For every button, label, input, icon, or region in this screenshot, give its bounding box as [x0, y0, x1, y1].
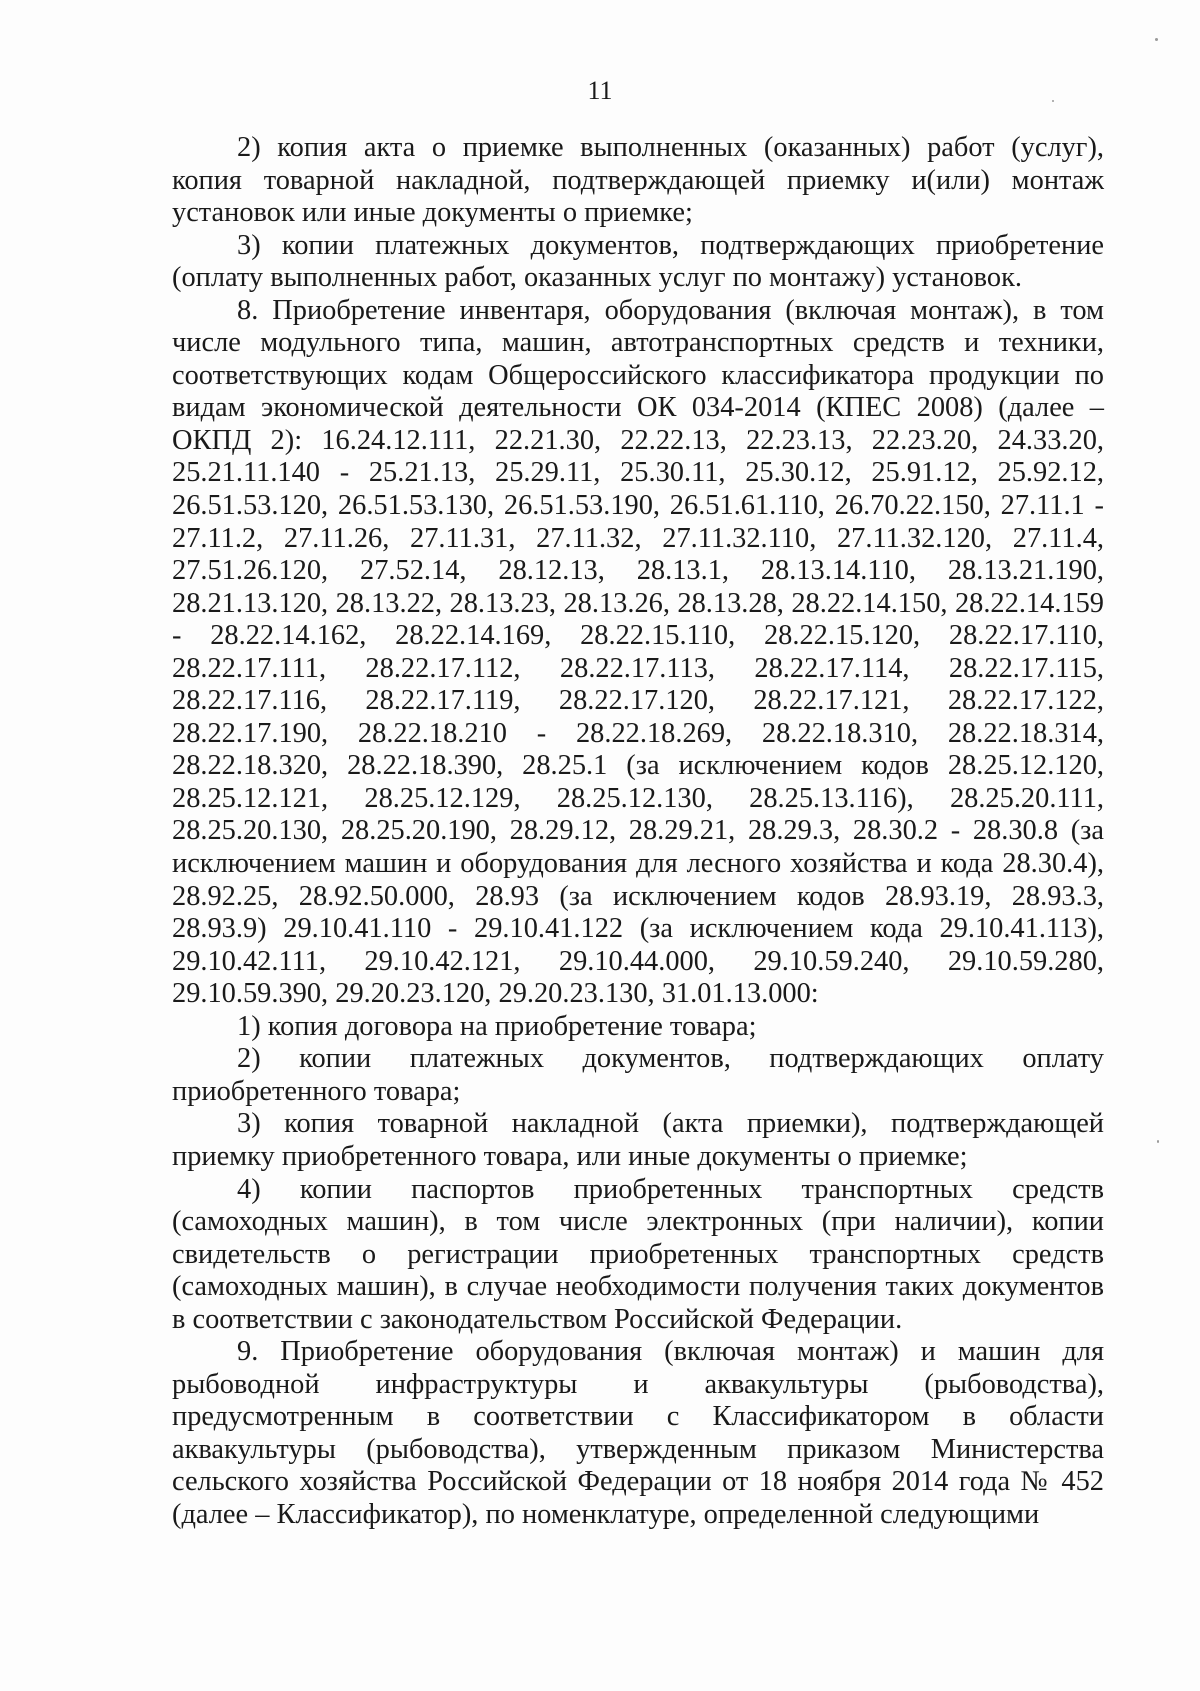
- paragraph-section-8-equipment: 8. Приобретение инвентаря, оборудования (включая монтаж), в том числе модульного типа, машин, автотранспортных средств и техники, соответствующих кодам Общероссийского классификатора продукции по видам экономической деятельности ОК 034-2014 (КПЕС 2008) (далее – ОКПД 2): 16.24.12.111, 22.21.30, 22.22.13, 22.23.13, 22.23.20, 24.33.20, 25.21.11.140 - 25.21.13, 25.29.11, 25.30.11, 25.30.12, 25.91.12, 25.92.12, 26.51.53.120, 26.51.53.130, 26.51.53.190, 26.51.61.110, 26.70.22.150, 27.11.1 - 27.11.2, 27.11.26, 27.11.31, 27.11.32, 27.11.32.110, 27.11.32.120, 27.11.4, 27.51.26.120, 27.52.14, 28.12.13, 28.13.1, 28.13.14.110, 28.13.21.190, 28.21.13.120, 28.13.22, 28.13.23, 28.13.26, 28.13.28, 28.22.14.150, 28.22.14.159 - 28.22.14.162, 28.22.14.169, 28.22.15.110, 28.22.15.120, 28.22.17.110, 28.22.17.111, 28.22.17.112, 28.22.17.113, 28.22.17.114, 28.22.17.115, 28.22.17.116, 28.22.17.119, 28.22.17.120, 28.22.17.121, 28.22.17.122, 28.22.17.190, 28.22.18.210 - 28.22.18.269, 28.22.18.310, 28.22.18.314, 28.22.18.320, 28.22.18.390, 28.25.1 (за исключением кодов 28.25.12.120, 28.25.12.121, 28.25.12.129, 28.25.12.130, 28.25.13.116), 28.25.20.111, 28.25.20.130, 28.25.20.190, 28.29.12, 28.29.21, 28.29.3, 28.30.2 - 28.30.8 (за исключением машин и оборудования для лесного хозяйства и кода 28.30.4), 28.92.25, 28.92.50.000, 28.93 (за исключением кодов 28.93.19, 28.93.3, 28.93.9) 29.10.41.110 - 29.10.41.122 (за исключением кода 29.10.41.113), 29.10.42.111, 29.10.42.121, 29.10.44.000, 29.10.59.240, 29.10.59.280, 29.10.59.390, 29.20.23.120, 29.20.23.130, 31.01.13.000:: [172, 294, 1104, 1010]
- paragraph-item-4-passport-copies: 4) копии паспортов приобретенных транспортных средств (самоходных машин), в том числе электронных (при наличии), копии свидетельств о регистрации приобретенных транспортных средств (самоходных машин), в случае необходимости получения таких документов в соответствии с законодательством Российской Федерации.: [172, 1173, 1104, 1335]
- scan-speck: [1157, 1140, 1159, 1143]
- paragraph-section-9-aquaculture: 9. Приобретение оборудования (включая монтаж) и машин для рыбоводной инфраструктуры и аквакультуры (рыбоводства), предусмотренным в соответствии с Классификатором в области аквакультуры (рыбоводства), утвержденным приказом Министерства сельского хозяйства Российской Федерации от 18 ноября 2014 года № 452 (далее – Классификатор), по номенклатуре, определенной следующими: [172, 1336, 1104, 1530]
- body-text: [172, 132, 1104, 1532]
- page-number: 11: [587, 76, 613, 105]
- scan-speck: [1052, 100, 1054, 102]
- paragraph-item-3-waybill-copy: 3) копия товарной накладной (акта приемки), подтверждающей приемку приобретенного товара, или иные документы о приемке;: [172, 1108, 1104, 1172]
- paragraph-item-3-payment-copies: 3) копии платежных документов, подтверждающих приобретение (оплату выполненных работ, оказанных услуг по монтажу) установок.: [172, 229, 1104, 294]
- scan-speck: [1155, 38, 1158, 41]
- paragraph-item-1-contract-copy: 1) копия договора на приобретение товара;: [237, 1010, 757, 1042]
- paragraph-item-2-payment-copies: 2) копии платежных документов, подтверждающих оплату приобретенного товара;: [172, 1043, 1104, 1107]
- paragraph-item-2-act-copy: 2) копия акта о приемке выполненных (оказанных) работ (услуг), копия товарной накладной, подтверждающей приемку и(или) монтаж установок или иные документы о приемке;: [172, 132, 1104, 229]
